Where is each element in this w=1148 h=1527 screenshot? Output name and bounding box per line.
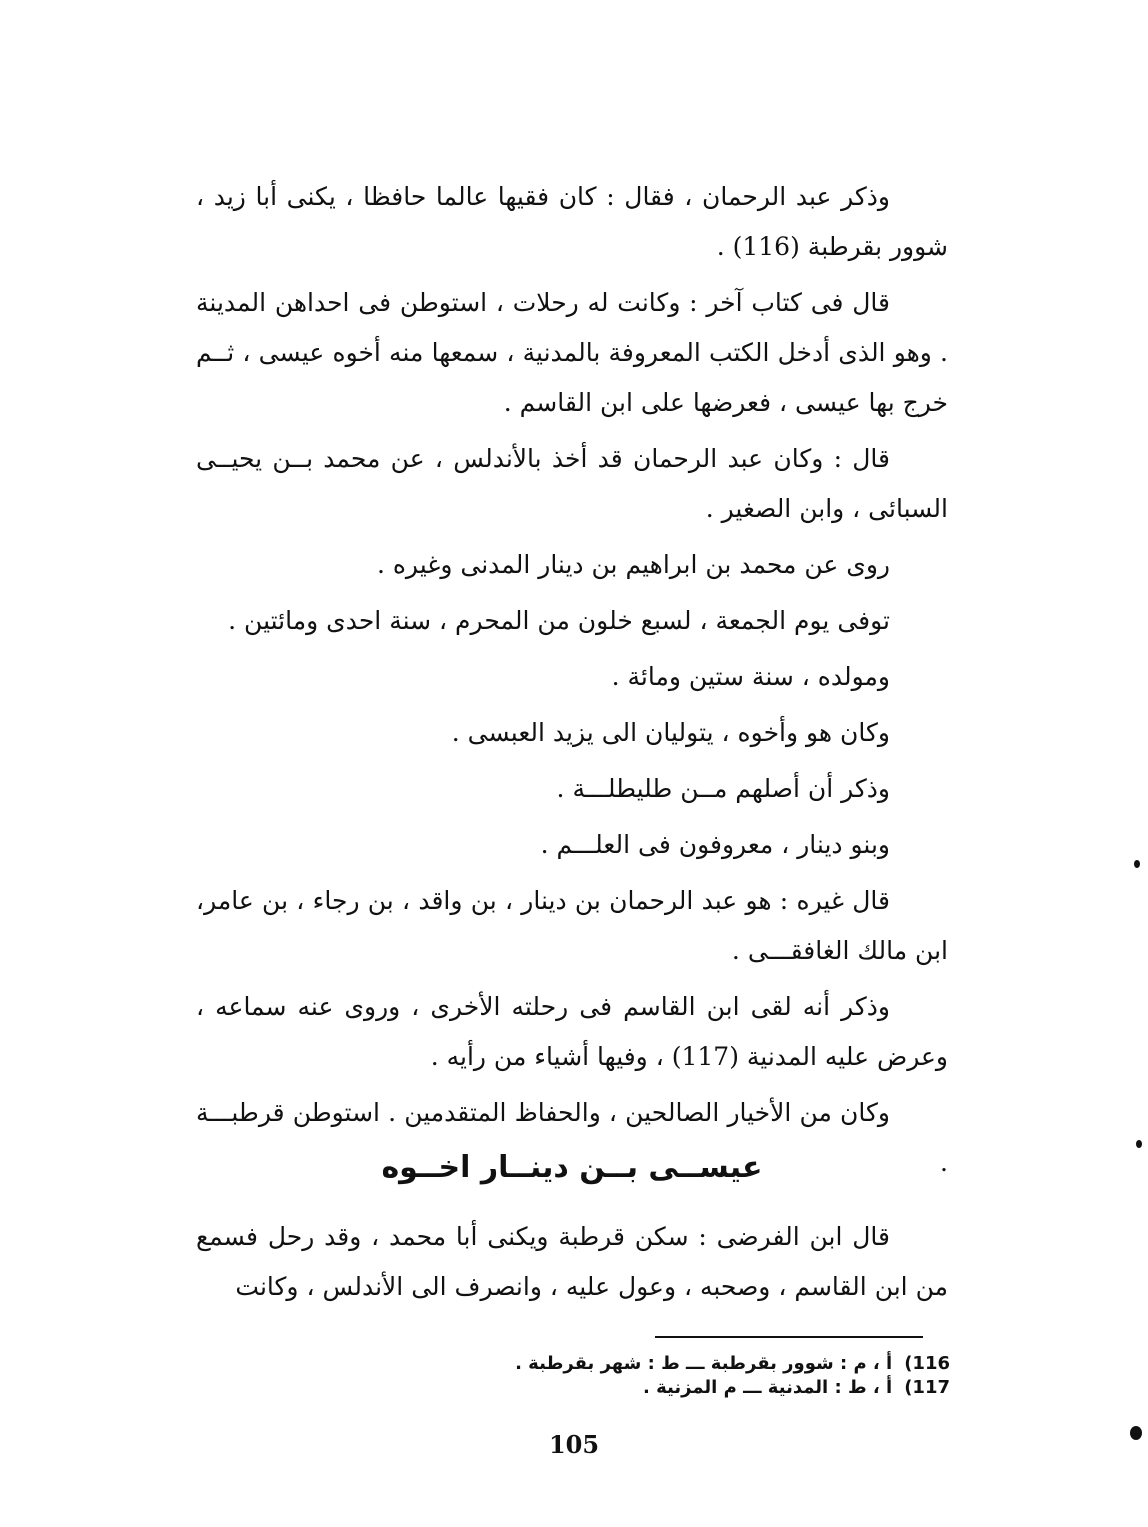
paragraph: وذكر أنه لقى ابن القاسم فى رحلته الأخرى ، وروى عنه سماعه ، وعرض عليه المدنية (117) ، وفيها أشياء من رأيه . [196,992,948,1071]
paragraph: توفى يوم الجمعة ، لسبع خلون من المحرم ، سنة احدى ومائتين . [228,606,890,635]
paragraph: قال ابن الفرضى : سكن قرطبة ويكنى أبا محمد ، وقد رحل فسمع من ابن القاسم ، وصحبه ، وعول عليه ، وانصرف الى الأندلس ، وكانت [196,1222,948,1301]
footnote-text: أ ، ط : المدنية ـــ م المزنية . [643,1377,893,1398]
paragraph: ومولده ، سنة ستين ومائة . [611,662,890,691]
paragraph: روى عن محمد بن ابراهيم بن دينار المدنى وغيره . [376,550,890,579]
footnote [430,1376,950,1400]
paragraph: وكان هو وأخوه ، يتوليان الى يزيد العبسى . [451,718,890,747]
paragraph: وذكر عبد الرحمان ، فقال : كان فقيها عالما حافظا ، يكنى أبا زيد ، شوور بقرطبة (116) . [196,182,948,261]
section-text [196,1212,948,1312]
footnote-number: (117 [904,1377,950,1398]
footnote-number: (116 [904,1353,950,1374]
section-heading: عيســى بــن دينــار اخــوه [381,1150,763,1185]
main-text [196,172,948,1188]
page-number: 105 [548,1430,600,1459]
footnote [430,1352,950,1376]
scan-speck [1136,1140,1142,1148]
paragraph: وبنو دينار ، معروفون فى العلـــم . [540,830,890,859]
paragraph: وكان من الأخيار الصالحين ، والحفاظ المتقدمين . استوطن قرطبـــة . [196,1098,948,1177]
paragraph: قال غيره : هو عبد الرحمان بن دينار ، بن واقد ، بن رجاء ، بن عامر، ابن مالك الغافقـــى . [196,886,948,965]
paragraph: وذكر أن أصلهم مــن طليطلـــة . [556,774,890,803]
footnote-text: أ ، م : شوور بقرطبة ـــ ط : شهر بقرطبة . [515,1353,893,1374]
footnotes [430,1352,950,1400]
paragraph: قال : وكان عبد الرحمان قد أخذ بالأندلس ، عن محمد بــن يحيــى السبائى ، وابن الصغير . [196,444,948,523]
scan-speck [1130,1426,1142,1440]
paragraph: قال فى كتاب آخر : وكانت له رحلات ، استوطن فى احداهن المدينة . وهو الذى أدخل الكتب المعروفة بالمدنية ، سمعها منه أخوه عيسى ، ثــم خرج بها عيسى ، فعرضها على ابن القاسم . [196,288,948,417]
footnote-rule [655,1336,923,1338]
scan-speck [1134,860,1140,868]
